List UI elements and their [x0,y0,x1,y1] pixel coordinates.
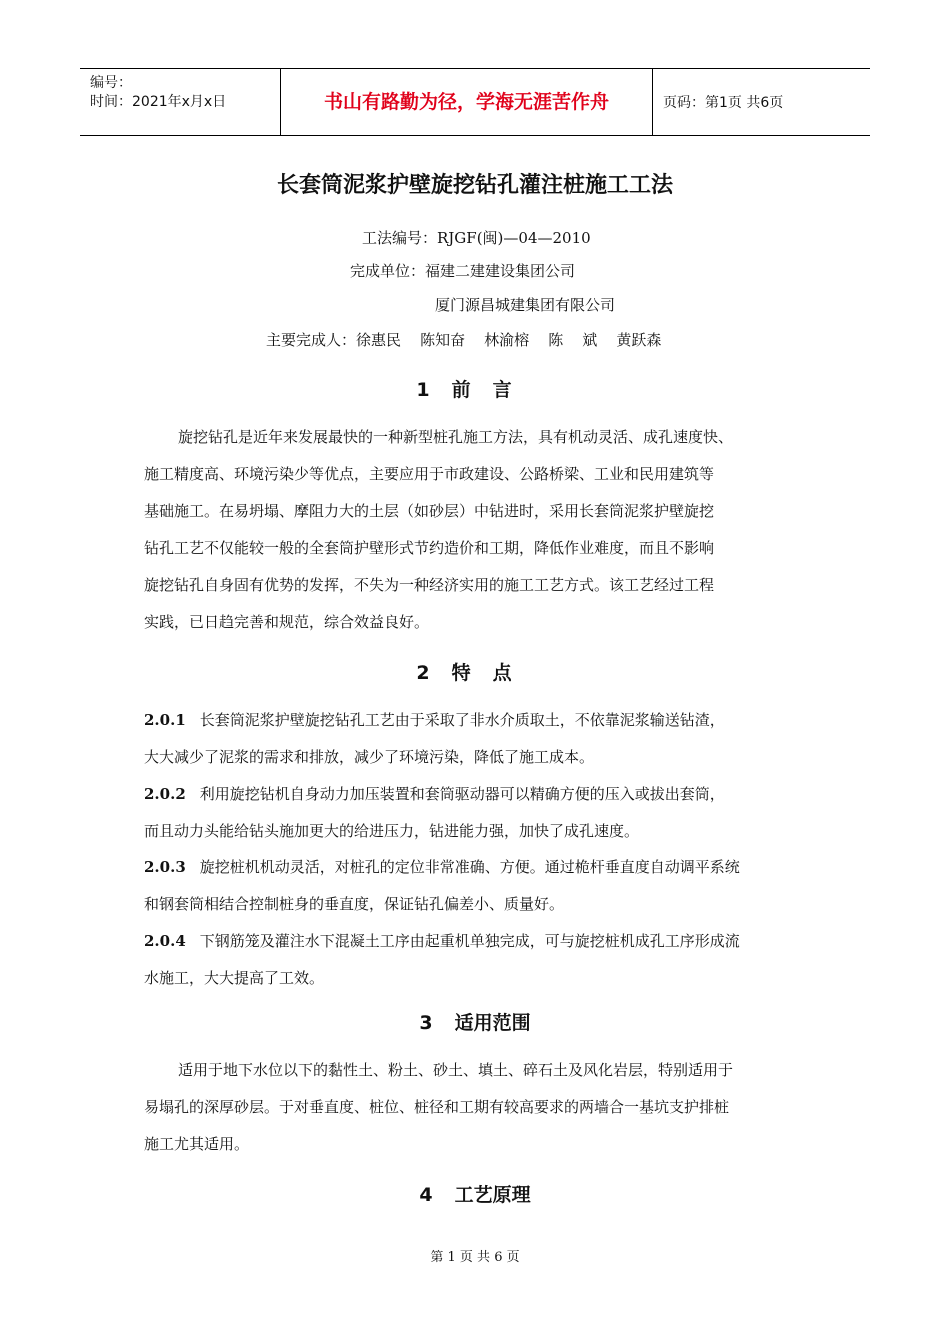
completion-unit-2: 厦门源昌城建集团有限公司 [435,296,616,314]
item-number: 2.0.4 [144,932,186,950]
paragraph-line: 实践，已日趋完善和规范，综合效益良好。 [144,613,430,631]
header-left-cell [80,69,280,135]
paragraph-line: 适用于地下水位以下的黏性土、粉土、砂土、填土、碎石土及风化岩层，特别适用于 [178,1061,734,1079]
main-persons: 主要完成人：徐惠民 陈知奋 林渝榕 陈 斌 黄跃森 [266,331,662,349]
paragraph-line: 施工尤其适用。 [144,1135,250,1153]
item-line: 旋挖桩机机动灵活，对桩孔的定位非常准确、方便。通过桅杆垂直度自动调平系统 [199,858,740,876]
item-number: 2.0.2 [144,785,186,803]
time-label: 时间：2021年x月x日 [90,94,227,110]
section-4-heading [0,1180,950,1207]
page-footer: 第 1 页 共 6 页 [430,1250,520,1265]
section-number: 1 [416,379,430,401]
section-1-paragraph [144,419,824,641]
document-title: 长套筒泥浆护壁旋挖钻孔灌注桩施工工法 [276,173,673,198]
section-number: 4 [419,1184,433,1206]
section-title: 工艺原理 [454,1184,531,1206]
section-3-paragraph [144,1052,824,1163]
number-label: 编号： [90,75,132,91]
paragraph-line: 施工精度高、环境污染少等优点，主要应用于市政建设、公路桥梁、工业和民用建筑等 [144,465,715,483]
paragraph-line: 基础施工。在易坍塌、摩阻力大的土层（如砂层）中钻进时，采用长套筒泥浆护壁旋挖 [144,502,715,520]
item-number: 2.0.3 [144,858,186,876]
paragraph-line: 钻孔工艺不仅能较一般的全套筒护壁形式节约造价和工期，降低作业难度，而且不影响 [144,539,715,557]
header-page-info: 页码：第1页 共6页 [663,95,784,111]
section-title: 特点 [451,662,534,684]
paragraph-line: 易塌孔的深厚砂层。于对垂直度、桩位、桩径和工期有较高要求的两墙合一基坑支护排桩 [144,1098,730,1116]
header-motto: 书山有路勤为径，学海无涯苦作舟 [280,69,653,135]
section-1-heading [0,375,950,402]
feature-item-2-0-1 [144,702,824,776]
section-number: 3 [419,1012,433,1034]
feature-item-2-0-3 [144,849,824,923]
feature-item-2-0-4 [144,923,824,997]
item-line: 而且动力头能给钻头施加更大的给进压力，钻进能力强，加快了成孔速度。 [144,822,640,840]
item-line: 利用旋挖钻机自身动力加压装置和套筒驱动器可以精确方便的压入或拔出套筒， [199,785,725,803]
paragraph-line: 旋挖钻孔自身固有优势的发挥，不失为一种经济实用的施工工艺方式。该工艺经过工程 [144,576,715,594]
completion-unit: 完成单位：福建二建建设集团公司 [350,262,576,280]
section-3-heading [0,1008,950,1035]
feature-item-2-0-2 [144,776,824,850]
document-header [80,68,870,136]
paragraph-line: 旋挖钻孔是近年来发展最快的一种新型桩孔施工方法，具有机动灵活、成孔速度快、 [178,428,734,446]
method-number: 工法编号：RJGF(闽)—04—2010 [362,229,591,247]
item-line: 和钢套筒相结合控制桩身的垂直度，保证钻孔偏差小、质量好。 [144,895,565,913]
item-number: 2.0.1 [144,711,186,729]
section-title: 前言 [451,379,534,401]
item-line: 大大减少了泥浆的需求和排放，减少了环境污染，降低了施工成本。 [144,748,595,766]
section-2-heading [0,658,950,685]
section-title: 适用范围 [454,1012,531,1034]
item-line: 水施工，大大提高了工效。 [144,969,325,987]
item-line: 长套筒泥浆护壁旋挖钻孔工艺由于采取了非水介质取土，不依靠泥浆输送钻渣， [199,711,725,729]
item-line: 下钢筋笼及灌注水下混凝土工序由起重机单独完成，可与旋挖桩机成孔工序形成流 [199,932,740,950]
section-number: 2 [416,662,430,684]
